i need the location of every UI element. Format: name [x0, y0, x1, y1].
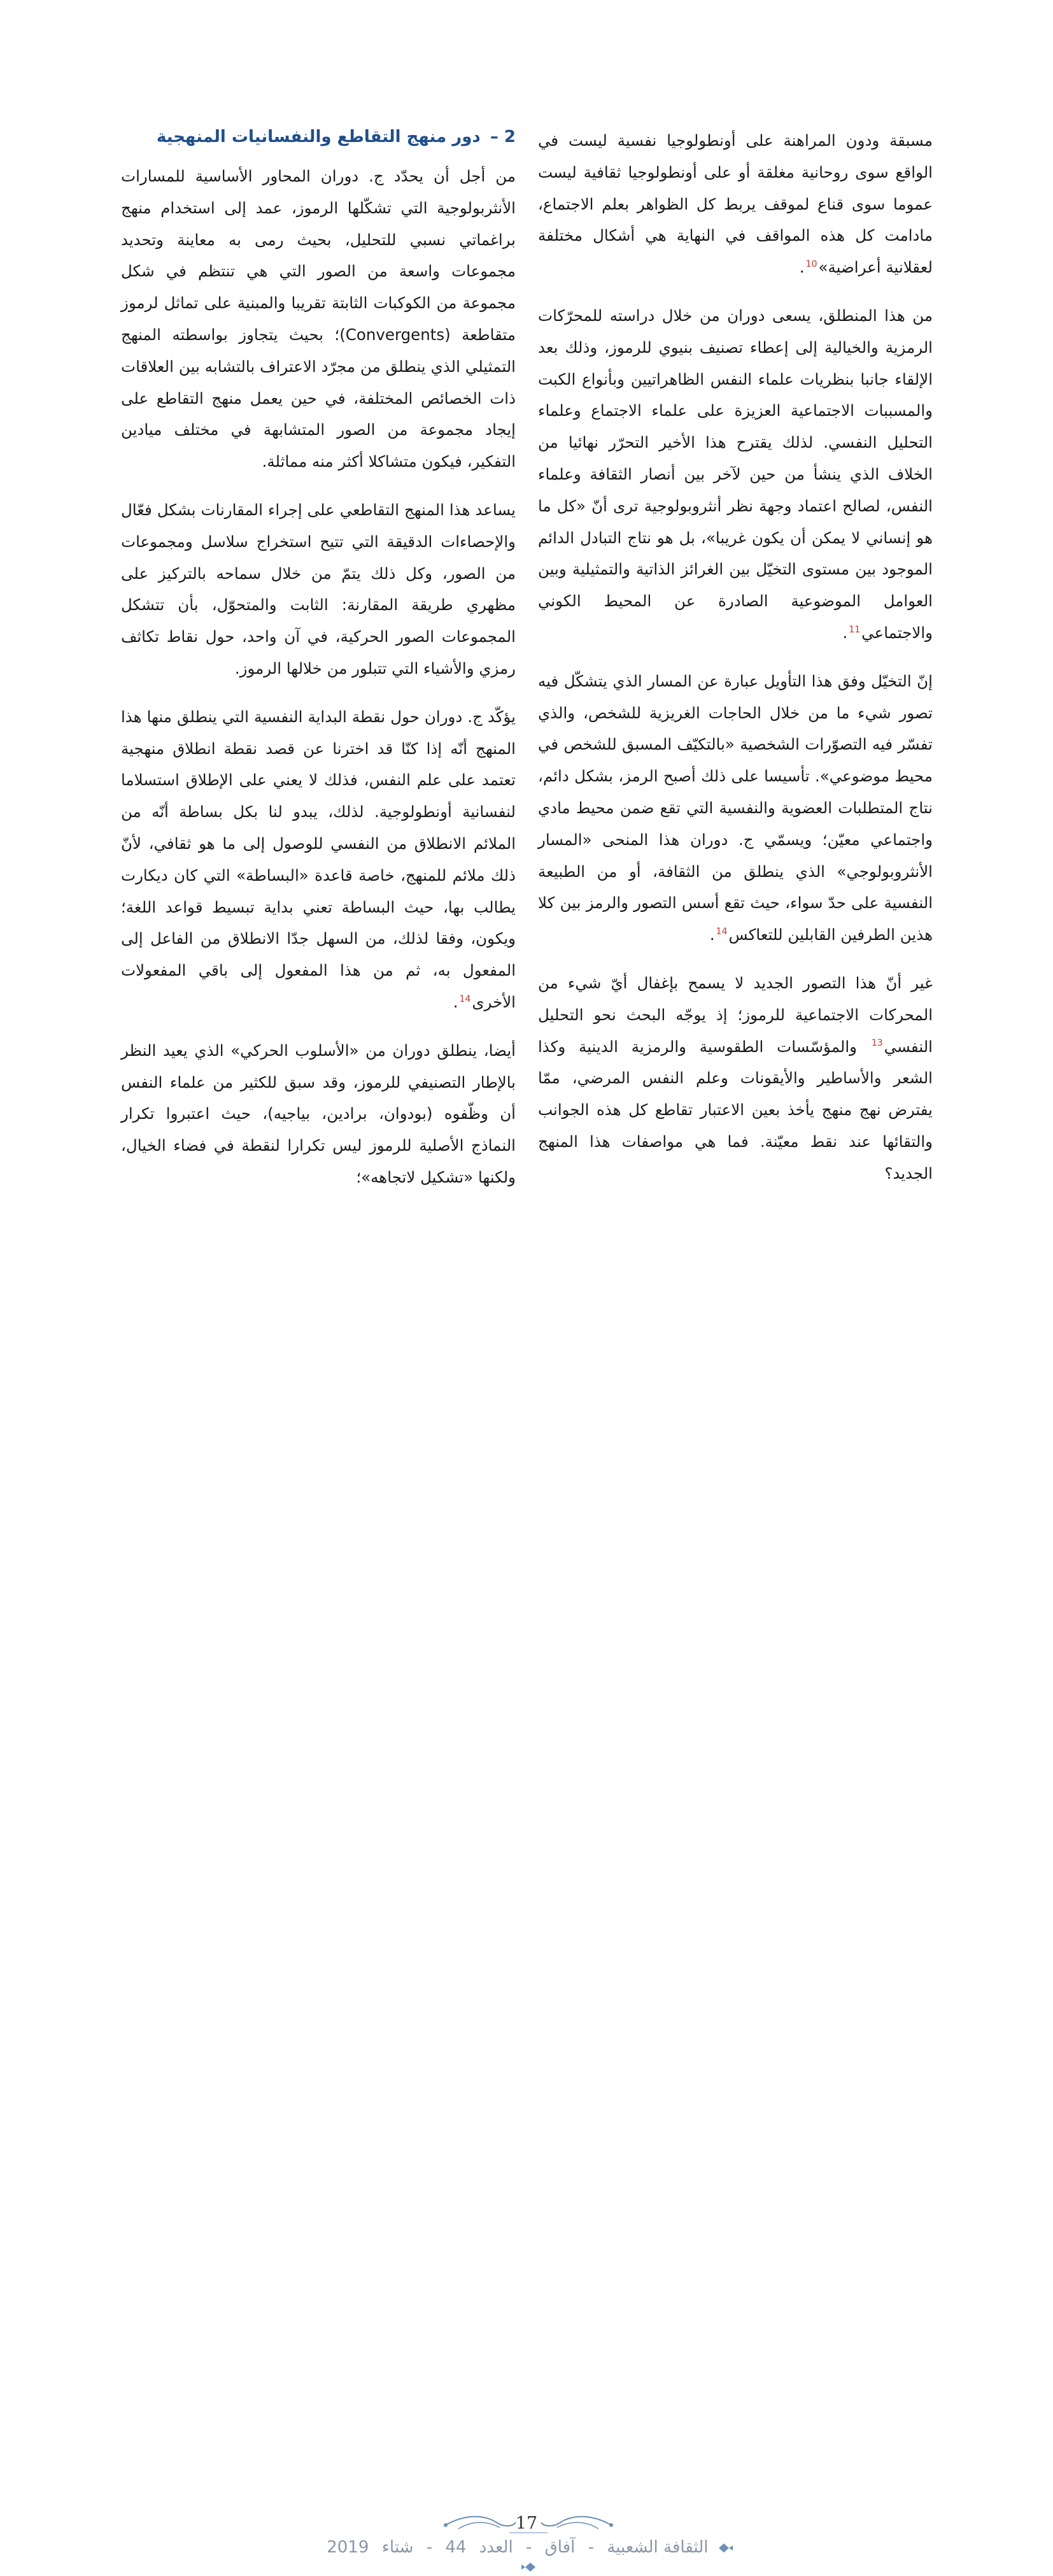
magazine-name: الثقافة الشعبية — [607, 2538, 709, 2557]
separator: - — [525, 2538, 532, 2557]
period: . — [842, 623, 848, 642]
left-paragraph-2: يساعد هذا المنهج التقاطعي على إجراء المقارنات بشكل فعّال والإحصاءات الدقيقة التي تتيح استخراج سلاسل ومجموعات من الصور، وكل ذلك يتمّ من خلال سماحه بالتركيز على مظهري طريقة المقارنة: الثابت والمتحوّل، بأن تتشكل المجموعات الصور الحركية، في آن واحد، حول نقاط تكاثف رمزي والأشياء التي تتبلور من خلالها الرموز. — [121, 500, 516, 678]
paragraph-text: إنّ التخيّل وفق هذا التأويل عبارة عن المسار الذي يتشكّل فيه تصور شيء ما من خلال الحاجات الغريزية للشخص، والذي تفسّر فيه التصوّرات الشخصية «بالتكيّف المسبق للشخص في محيط موضوعي». تأسيسا على ذلك أصبح الرمز، بشكل دائم، نتاج المتطلبات العضوية والنفسية التي تقع ضمن محيط مادي واجتماعي معيّن؛ ويسمّي ج. دوران هذا المنحى «المسار الأنثروبولوجي» الذي ينطلق من الثقافة، أو من الطبيعة النفسية على حدّ سواء، حيث تقع أسس التصور والرمز بين كلا هذين الطرفين القابلين للتعاكس — [538, 671, 933, 944]
footer-issue-line — [318, 2538, 739, 2576]
paragraph-text: والمؤسّسات الطقوسية والرمزية الدينية وكذا الشعر والأساطير والأيقونات وعلم النفس المرضي، ممّا يفترض نهج منهج يأخذ بعين الاعتبار تقاطع كل هذه الجوانب والتقائها عند نقط معيّنة. فما هي مواصفات هذا المنهج الجديد؟ — [538, 1037, 933, 1183]
issue-number: 44 — [445, 2538, 467, 2557]
diamond-ornament-icon — [520, 2561, 537, 2573]
right-paragraph-1 — [538, 125, 933, 283]
issue-label: العدد — [479, 2538, 513, 2557]
left-paragraph-3 — [121, 701, 516, 1018]
section-title: دور منهج التقاطع والنفسانيات المنهجية — [156, 127, 481, 146]
season: شتاء — [381, 2538, 414, 2557]
right-paragraph-2 — [538, 300, 933, 649]
year: 2019 — [327, 2538, 369, 2557]
footnote-ref[interactable]: 11 — [849, 624, 861, 635]
left-paragraph-4: أيضا، ينطلق دوران من «الأسلوب الحركي» الذي يعيد النظر بالإطار التصنيفي للرموز، وقد سبق للكثير من علماء النفس أن وظّفوه (بودوان، برادين، بياجيه)، حيث اعتبروا تكرار النماذج الأصلية للرموز ليس تكرارا لنقطة في فضاء الخيال، ولكنها «تشكيل لاتجاهه»؛ — [121, 1041, 516, 1186]
left-paragraph-1: من أجل أن يحدّد ج. دوران المحاور الأساسية للمسارات الأنثربولوجية التي تشكّلها الرموز، عمد إلى استخدام منهج براغماتي نسبي للتحليل، بحيث رمى به معاينة وتحديد مجموعات واسعة من الصور التي هي تنتظم في شكل مجموعة من الكوكبات الثابتة تقريبا والمبنية على تماثل لرموز متقاطعة (Convergents)؛ بحيث يتجاوز بواسطته المنهج التمثيلي الذي ينطلق من مجرّد الاعتراف بالتشابه بين العلاقات ذات الخصائص المختلفة، في حين يعمل منهج التقاطع على إيجاد مجموعة من الصور المتشابهة في مختلف ميادين التفكير، فيكون متشاكلا أكثر منه مماثلة. — [121, 167, 516, 471]
paragraph-text: غير أنّ هذا التصور الجديد لا يسمح بإغفال أيّ شيء من المحركات الاجتماعية للرموز؛ إذ يوجّه البحث نحو التحليل النفسي — [538, 973, 933, 1056]
section-heading — [121, 125, 516, 149]
separator: - — [588, 2538, 594, 2557]
paragraph-text: من هذا المنطلق، يسعى دوران من خلال دراسته للمحرّكات الرمزية والخيالية إلى إعطاء تصنيف بنيوي للرموز، وذلك بعد الإلقاء جانبا بنظريات علماء النفس الظاهراتيين وبأنواع الكبت والمسببات الاجتماعية العزيزة على علماء الاجتماع وعلماء التحليل النفسي. لذلك يقترح هذا الأخير التحرّر نهائيا من الخلاف الذي ينشأ من حين لآخر بين أنصار الثقافة وعلماء النفس، لصالح اعتماد وجهة نظر أنثروبولوجية ترى أنّ «كل ما هو إنساني لا يمكن أن يكون غريبا»، بل هو نتاج التبادل الدائم الموجود بين مستوى التخيّل بين الغرائز الذاتية والتمثيلية وبين العوامل الموضوعية الصادرة عن المحيط الكوني والاجتماعي — [538, 306, 933, 642]
right-paragraph-4 — [538, 967, 933, 1190]
left-column — [121, 125, 516, 1210]
period: . — [799, 258, 805, 277]
section-name: آفاق — [544, 2538, 576, 2557]
period: . — [709, 925, 715, 944]
footnote-ref[interactable]: 14 — [459, 993, 471, 1004]
page-number: 17 — [515, 2514, 538, 2533]
section-number: 2 – — [490, 127, 516, 146]
right-paragraph-3 — [538, 665, 933, 951]
separator: - — [426, 2538, 433, 2557]
diamond-ornament-icon — [717, 2542, 734, 2554]
period: . — [453, 992, 458, 1011]
page-footer — [0, 1251, 1053, 2557]
footnote-ref[interactable]: 14 — [716, 926, 728, 937]
paragraph-text: مسبقة ودون المراهنة على أونطولوجيا نفسية ليست في الواقع سوى روحانية مغلقة أو على أونطولوجيا ثقافية ليست عموما سوى قناع لموقف يربط كل الظواهر بعلم الاجتماع، مادامت كل هذه المواقف في النهاية هي أشكال مختلفة لعقلانية أعراضية» — [538, 131, 933, 277]
footnote-ref[interactable]: 13 — [871, 1038, 883, 1049]
footnote-ref[interactable]: 10 — [805, 259, 817, 270]
paragraph-text: يؤكّد ج. دوران حول نقطة البداية النفسية التي ينطلق منها هذا المنهج أنّه إذا كنّا قد اخترنا عن قصد نقطة انطلاق منهجية تعتمد على علم النفس، فذلك لا يعني على الإطلاق استسلاما لنفسانية أونطولوجية. لذلك، يبدو لنا بكل بساطة أنّه من الملائم الانطلاق من النفسي للوصول إلى ما هو ثقافي، لأنّ ذلك ملائم للمنهج، خاصة قاعدة «البساطة» التي كان ديكارت يطالب بها، حيث البساطة تعني بداية تبسيط قواعد اللغة؛ ويكون، وفقا لذلك، من السهل جدّا الانطلاق من الفاعل إلى المفعول به، ثم من هذا المفعول إلى باقي المفعولات الأخرى — [121, 707, 516, 1011]
right-column — [538, 125, 933, 1206]
